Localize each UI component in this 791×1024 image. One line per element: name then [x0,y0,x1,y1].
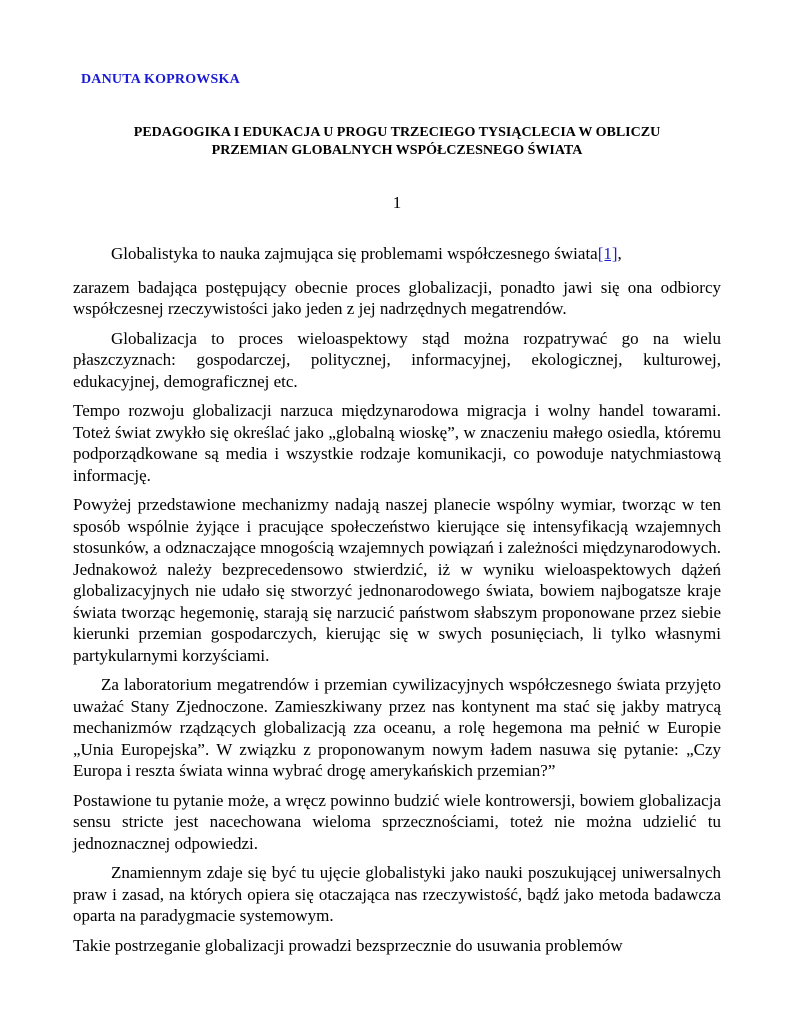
paragraph-5: Powyżej przedstawione mechanizmy nadają naszej planecie wspólny wymiar, tworząc w ten sposób wspólnie żyjące i pracujące społeczeństwo kierujące się intensyfikacją wzajemnych stosunków, a odznaczające mnogością wzajemnych powiązań i zależności międzynarodowych. Jednakowoż należy bezprecedensowo stwierdzić, iż w wyniku wieloaspektowych dążeń globalizacyjnych nie udało się stworzyć jednonarodowego świata, bowiem najbogatsze kraje świata tworząc hegemonię, starają się narzucić państwom słabszym proponowane przez siebie kierunki przemian gospodarczych, kierując się w swych posunięciach, li tylko własnymi partykularnymi korzyściami. [73,495,721,665]
paragraph-7: Postawione tu pytanie może, a wręcz powinno budzić wiele kontrowersji, bowiem globalizacja sensu stricte jest nacechowana wieloma sprzecznościami, toteż nie można udzielić tu jednoznacznej odpowiedzi. [73,790,721,853]
title-line-2: PRZEMIAN GLOBALNYCH WSPÓŁCZESNEGO ŚWIATA [211,143,583,158]
paragraph-8: Znamiennym zdaje się być tu ujęcie globalistyki jako nauki poszukującej uniwersalnych praw i zasad, na których opiera się otaczająca nas rzeczywistość, bądź jako metoda badawcza oparta na paradygmacie systemowym. [73,863,721,925]
paragraph-2: zarazem badająca postępujący obecnie proces globalizacji, ponadto jawi się ona odbiorcy współczesnej rzeczywistości jako jeden z jej nadrzędnych megatrendów. [73,277,721,318]
document-title [73,124,721,160]
title-line-1: PEDAGOGIKA I EDUKACJA U PROGU TRZECIEGO TYSIĄCLECIA W OBLICZU [133,125,661,140]
paragraph-4: Tempo rozwoju globalizacji narzuca międzynarodowa migracja i wolny handel towarami. Toteż świat zwykło się określać jako „globalną wioskę”, w znaczeniu małego osiedla, któremu podporządkowane są media i wszystkie rodzaje komunikacji, co powoduje natychmiastową informację. [73,401,721,485]
footnote-link[interactable]: [1] [597,244,618,263]
paragraph-1 [73,243,721,265]
paragraph-3: Globalizacja to proces wieloaspektowy stąd można rozpatrywać go na wielu płaszczyznach: gospodarczej, politycznej, informacyjnej, ekologicznej, kulturowej, edukacyjnej, demograficznej etc. [73,328,721,391]
body-text [73,243,721,964]
paragraph-6: Za laboratorium megatrendów i przemian cywilizacyjnych współczesnego świata przyjęto uważać Stany Zjednoczone. Zamieszkiwany przez nas kontynent ma stać się jakby matrycą mechanizmów rządzących globalizacją zza oceanu, a rolę hegemona ma pełnić w Europie „Unia Europejska”. W związku z proponowanym nowym ładem nasuwa się pytanie: „Czy Europa i reszta świata winna wybrać drogę amerykańskich przemian?” [73,675,721,780]
paragraph-1-end: , [617,244,622,263]
paragraph-1-text: Globalistyka to nauka zajmująca się problemami współczesnego świata [111,244,598,263]
author-name: DANUTA KOPROWSKA [81,72,240,87]
paragraph-9: Takie postrzeganie globalizacji prowadzi bezsprzecznie do usuwania problemów [73,935,623,955]
section-number: 1 [392,193,402,212]
